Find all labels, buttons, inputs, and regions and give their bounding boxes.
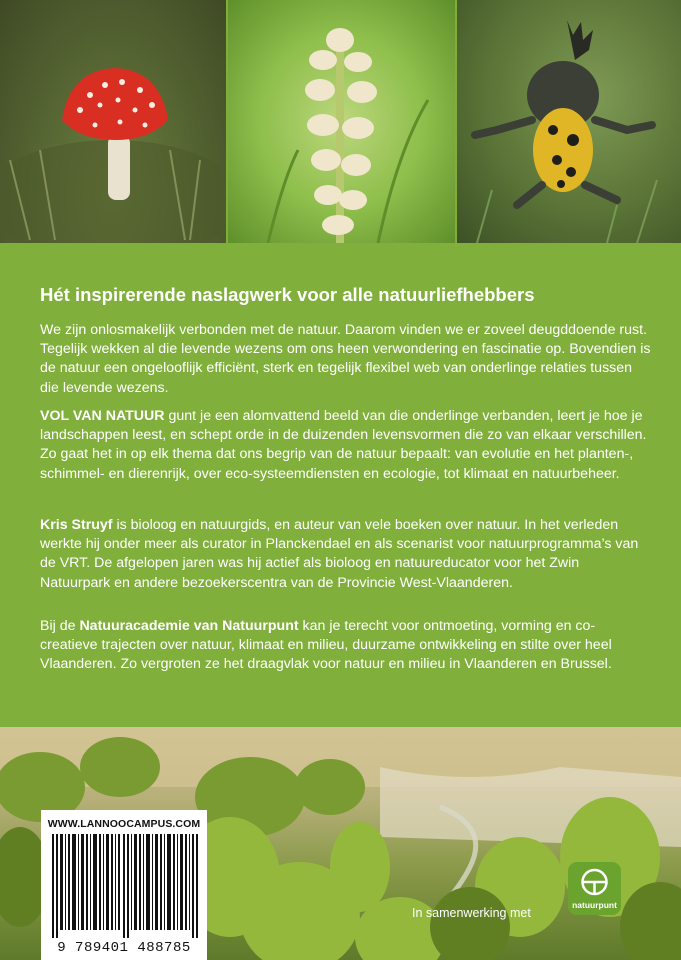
barcode-box — [41, 810, 207, 960]
photo-fly-agaric — [0, 0, 226, 243]
photo-crested-newt — [457, 0, 681, 243]
book-title: VOL VAN NATUUR — [40, 408, 165, 424]
barcode-bars — [52, 834, 200, 938]
photo-strip — [0, 0, 681, 243]
academy-paragraph — [40, 617, 652, 675]
natuurpunt-logo — [568, 862, 621, 915]
text-panel — [0, 243, 681, 727]
book-description-paragraph — [40, 407, 652, 484]
intro-paragraph: We zijn onlosmakelijk verbonden met de natuur. Daarom vinden we er zoveel deugddoende rust. Tegelijk wekken al die levende wezens om ons heen verwondering en fascinatie op. Bovendien is de natuur een ongelooflijk efficiënt, sterk en tegelijk flexibel web van onderlinge relaties tussen die levende wezens. — [40, 322, 651, 396]
headline: Hét inspirerende naslagwerk voor alle natuurliefhebbers — [40, 284, 535, 305]
academy-prefix: Bij de — [40, 618, 80, 634]
author-bio-text: is bioloog en natuurgids, en auteur van vele boeken over natuur. In het verleden werkte hij onder meer als curator in Planckendael en als scenarist voor natuurprogramma’s van de VRT. De afgelopen jaren was hij actief als bioloog en natuureducator voor het Zwin Natuurpark en andere bezoekerscentra van de Provincie West-Vlaanderen. — [40, 517, 639, 591]
academy-text: kan je terecht voor ontmoeting, vorming en co-creatieve trajecten over natuur, klimaat en milieu, duurzame ontwikkeling en stilte over heel Vlaanderen. Zo vergroten ze het draagvlak voor natuur en milieu in Vlaanderen en Brussel. — [40, 618, 612, 673]
photo-orchid — [228, 0, 454, 243]
author-paragraph — [40, 516, 652, 593]
academy-name: Natuuracademie van Natuurpunt — [79, 618, 299, 634]
natuurpunt-emblem-icon — [568, 862, 621, 902]
author-name: Kris Struyf — [40, 517, 113, 533]
isbn-number: 9 789401 488785 — [57, 940, 191, 956]
publisher-url: WWW.LANNOOCAMPUS.COM — [47, 818, 201, 830]
book-description-text: gunt je een alomvattend beeld van die onderlinge verbanden, leert je hoe je landschappen leest, en schept orde in de duizenden levensvormen die zo van elkaar verschillen. Zo gaat het in op elk thema dat ons begrip van de natuur bepaalt: van evolutie en het planten-, schimmel- en dierenrijk, over eco-systeemdiensten en ecologie, tot klimaat en natuurbeheer. — [40, 408, 647, 482]
natuurpunt-logo-text: natuurpunt — [572, 900, 617, 910]
collaboration-text: In samenwerking met — [412, 906, 531, 920]
